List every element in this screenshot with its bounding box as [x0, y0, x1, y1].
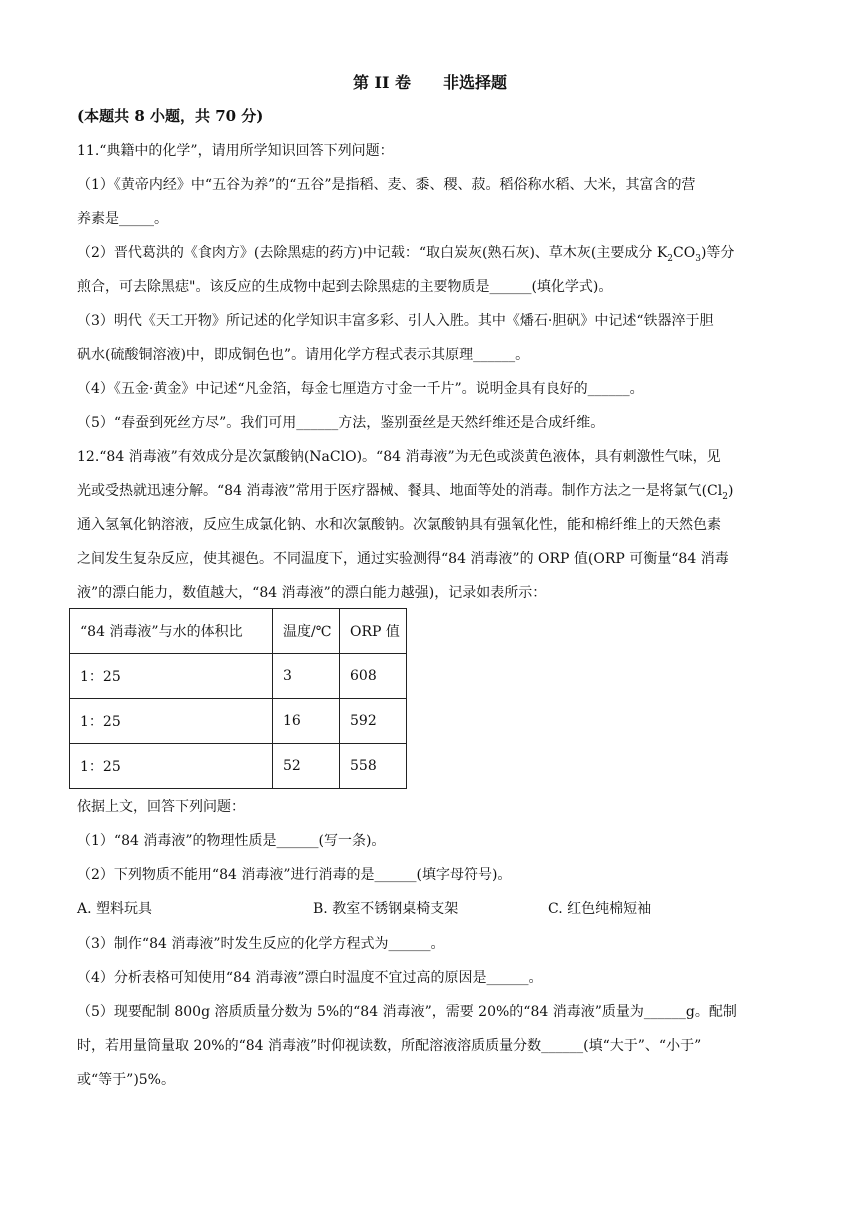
q11-part2-text-a: （2）晋代葛洪的《食肉方》(去除黑痣的药方)中记载：“取白炭灰(熟石灰)、草木灰(主要成分 K: [77, 245, 668, 261]
table-cell-temperature: 3: [273, 654, 340, 699]
option-b: B. 教室不锈钢桌椅支架: [313, 901, 459, 917]
q11-part2-line1: [77, 243, 734, 263]
table-cell-orp: 592: [340, 699, 407, 744]
q11-part1-line1: （1）《黄帝内经》中“五谷为养”的“五谷”是指稻、麦、黍、稷、菽。稻俗称水稻、大米，其富含的营: [77, 177, 696, 193]
table-header-orp: ORP 值: [340, 609, 407, 654]
q11-part1-line2: 养素是_____。: [77, 211, 168, 227]
orp-table: [69, 608, 407, 789]
q11-stem: 11.“典籍中的化学”，请用所学知识回答下列问题：: [77, 143, 394, 159]
q11-part2-sub1: 2: [667, 253, 674, 264]
table-cell-ratio: 1：25: [70, 744, 273, 789]
option-a: A. 塑料玩具: [77, 901, 153, 917]
q12-sub5-line2: 时，若用量筒量取 20%的“84 消毒液”时仰视读数，所配溶液溶质质量分数______(填“大于”、“小于”: [77, 1038, 702, 1054]
q12-line2-sub: 2: [722, 491, 728, 502]
q11-part2-text-c: )等分: [700, 245, 735, 261]
q12-options: [77, 898, 777, 920]
q12-sub5-line1: （5）现要配制 800g 溶质质量分数为 5%的“84 消毒液”，需要 20%的“84 消毒液”质量为______g。配制: [77, 1004, 737, 1020]
option-c: C. 红色纯棉短袖: [548, 901, 652, 917]
q11-part2-line2: 煎合，可去除黑痣"。该反应的生成物中起到去除黑痣的主要物质是______(填化学式)。: [77, 279, 613, 295]
table-cell-ratio: 1：25: [70, 654, 273, 699]
q11-part4: （4）《五金·黄金》中记述“凡金箔，每金七厘造方寸金一千片”。说明金具有良好的______。: [77, 381, 644, 397]
q11-part5: （5）“春蚕到死丝方尽”。我们可用______方法，鉴别蚕丝是天然纤维还是合成纤维。: [77, 415, 605, 431]
q11-part2-text-b: CO: [673, 245, 696, 261]
table-header-temperature: 温度/℃: [273, 609, 340, 654]
q11-part2-sub2: 3: [695, 253, 701, 264]
q12-sub3: （3）制作“84 消毒液”时发生反应的化学方程式为______。: [77, 936, 445, 952]
section-subtitle: (本题共 8 小题，共 70 分): [77, 107, 264, 125]
table-cell-orp: 608: [340, 654, 407, 699]
q11-part3-line2: 矾水(硫酸铜溶液)中，即成铜色也”。请用化学方程式表示其原理______。: [77, 347, 530, 363]
q12-after-table: 依据上文，回答下列问题：: [77, 799, 245, 815]
q12-line4: 之间发生复杂反应，使其褪色。不同温度下，通过实验测得“84 消毒液”的 ORP 值(ORP 可衡量“84 消毒: [77, 551, 729, 567]
q12-line5: 液”的漂白能力，数值越大，“84 消毒液”的漂白能力越强)，记录如表所示：: [77, 585, 547, 601]
q12-line2-text: 光或受热就迅速分解。“84 消毒液”常用于医疗器械、餐具、地面等处的消毒。制作方法之一是将氯气(Cl: [77, 483, 723, 499]
q11-part3-line1: （3）明代《天工开物》所记述的化学知识丰富多彩、引人入胜。其中《燔石·胆矾》中记述“铁器淬于胆: [77, 313, 714, 329]
q12-line2-end: ): [727, 483, 734, 499]
q12-line3: 通入氢氧化钠溶液，反应生成氯化钠、水和次氯酸钠。次氯酸钠具有强氧化性，能和棉纤维上的天然色素: [77, 517, 721, 533]
table-row: [70, 744, 407, 789]
table-cell-orp: 558: [340, 744, 407, 789]
q12-sub2: （2）下列物质不能用“84 消毒液”进行消毒的是______(填字母符号)。: [77, 867, 512, 883]
q12-sub5-line3: 或“等于”)5%。: [77, 1072, 175, 1088]
table-row: [70, 699, 407, 744]
q12-line1: 12.“84 消毒液”有效成分是次氯酸钠(NaClO)。“84 消毒液”为无色或淡黄色液体，具有刺激性气味，见: [77, 449, 721, 465]
section-title: 第 II 卷 非选择题: [352, 73, 508, 92]
table-row: [70, 654, 407, 699]
q12-sub4: （4）分析表格可知使用“84 消毒液”漂白时温度不宜过高的原因是______。: [77, 970, 543, 986]
table-cell-temperature: 52: [273, 744, 340, 789]
table-cell-temperature: 16: [273, 699, 340, 744]
q12-sub1: （1）“84 消毒液”的物理性质是______(写一条)。: [77, 833, 386, 849]
table-header-row: [70, 609, 407, 654]
table-header-ratio: “84 消毒液”与水的体积比: [70, 609, 273, 654]
table-cell-ratio: 1：25: [70, 699, 273, 744]
q12-line2: [77, 481, 733, 501]
